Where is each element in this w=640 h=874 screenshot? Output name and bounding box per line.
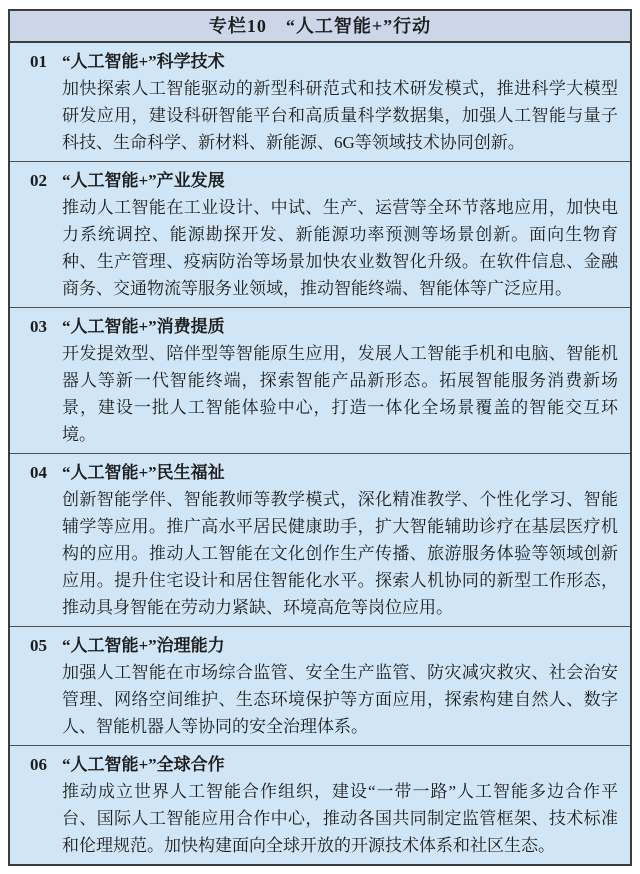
- section-heading-row: [24, 632, 618, 659]
- column-body: [10, 43, 630, 864]
- section-number: 03: [30, 317, 47, 336]
- column-title: 专栏10 “人工智能+”行动: [10, 11, 630, 43]
- section-heading: “人工智能+”治理能力: [62, 636, 225, 655]
- section-04: [10, 453, 630, 626]
- section-heading-row: [24, 751, 618, 778]
- section-heading-row: [24, 167, 618, 194]
- section-body: 创新智能学伴、智能教师等教学模式，深化精准教学、个性化学习、智能辅学等应用。推广高水平居民健康助手，扩大智能辅助诊疗在基层医疗机构的应用。推动人工智能在文化创作生产传播、旅游服务体验等领域创新应用。提升住宅设计和居住智能化水平。探索人机协同的新型工作形态，推动具身智能在劳动力紧缺、环境高危等岗位应用。: [62, 490, 618, 617]
- section-body: 推动成立世界人工智能合作组织，建设“一带一路”人工智能多边合作平台、国际人工智能应用合作中心，推动各国共同制定监管框架、技术标准和伦理规范。加快构建面向全球开放的开源技术体系和社区生态。: [62, 782, 618, 855]
- section-heading-row: [24, 459, 618, 486]
- column-box: [8, 9, 632, 866]
- section-body: 加快探索人工智能驱动的新型科研范式和技术研发模式，推进科学大模型研发应用，建设科研智能平台和高质量科学数据集，加强人工智能与量子科技、生命科学、新材料、新能源、6G等领域技术协同创新。: [62, 79, 618, 152]
- section-heading-row: [24, 313, 618, 340]
- section-number: 06: [30, 755, 47, 774]
- section-number: 05: [30, 636, 47, 655]
- section-number: 01: [30, 52, 47, 71]
- section-heading: “人工智能+”科学技术: [62, 52, 225, 71]
- section-number: 02: [30, 171, 47, 190]
- section-heading: “人工智能+”消费提质: [62, 317, 225, 336]
- section-number: 04: [30, 463, 47, 482]
- section-heading: “人工智能+”产业发展: [62, 171, 225, 190]
- section-body: 开发提效型、陪伴型等智能原生应用，发展人工智能手机和电脑、智能机器人等新一代智能终端，探索智能产品新形态。拓展智能服务消费新场景，建设一批人工智能体验中心，打造一体化全场景覆盖的智能交互环境。: [62, 344, 618, 444]
- section-01: [10, 43, 630, 161]
- section-05: [10, 626, 630, 745]
- section-06: [10, 745, 630, 864]
- section-02: [10, 161, 630, 307]
- section-body: 加强人工智能在市场综合监管、安全生产监管、防灾减灾救灾、社会治安管理、网络空间维护、生态环境保护等方面应用，探索构建自然人、数字人、智能机器人等协同的安全治理体系。: [62, 663, 618, 736]
- section-03: [10, 307, 630, 453]
- section-body: 推动人工智能在工业设计、中试、生产、运营等全环节落地应用，加快电力系统调控、能源勘探开发、新能源功率预测等场景创新。面向生物育种、生产管理、疫病防治等场景加快农业数智化升级。在软件信息、金融商务、交通物流等服务业领域，推动智能终端、智能体等广泛应用。: [62, 198, 618, 298]
- section-heading-row: [24, 48, 618, 75]
- section-heading: “人工智能+”全球合作: [62, 755, 225, 774]
- section-heading: “人工智能+”民生福祉: [62, 463, 225, 482]
